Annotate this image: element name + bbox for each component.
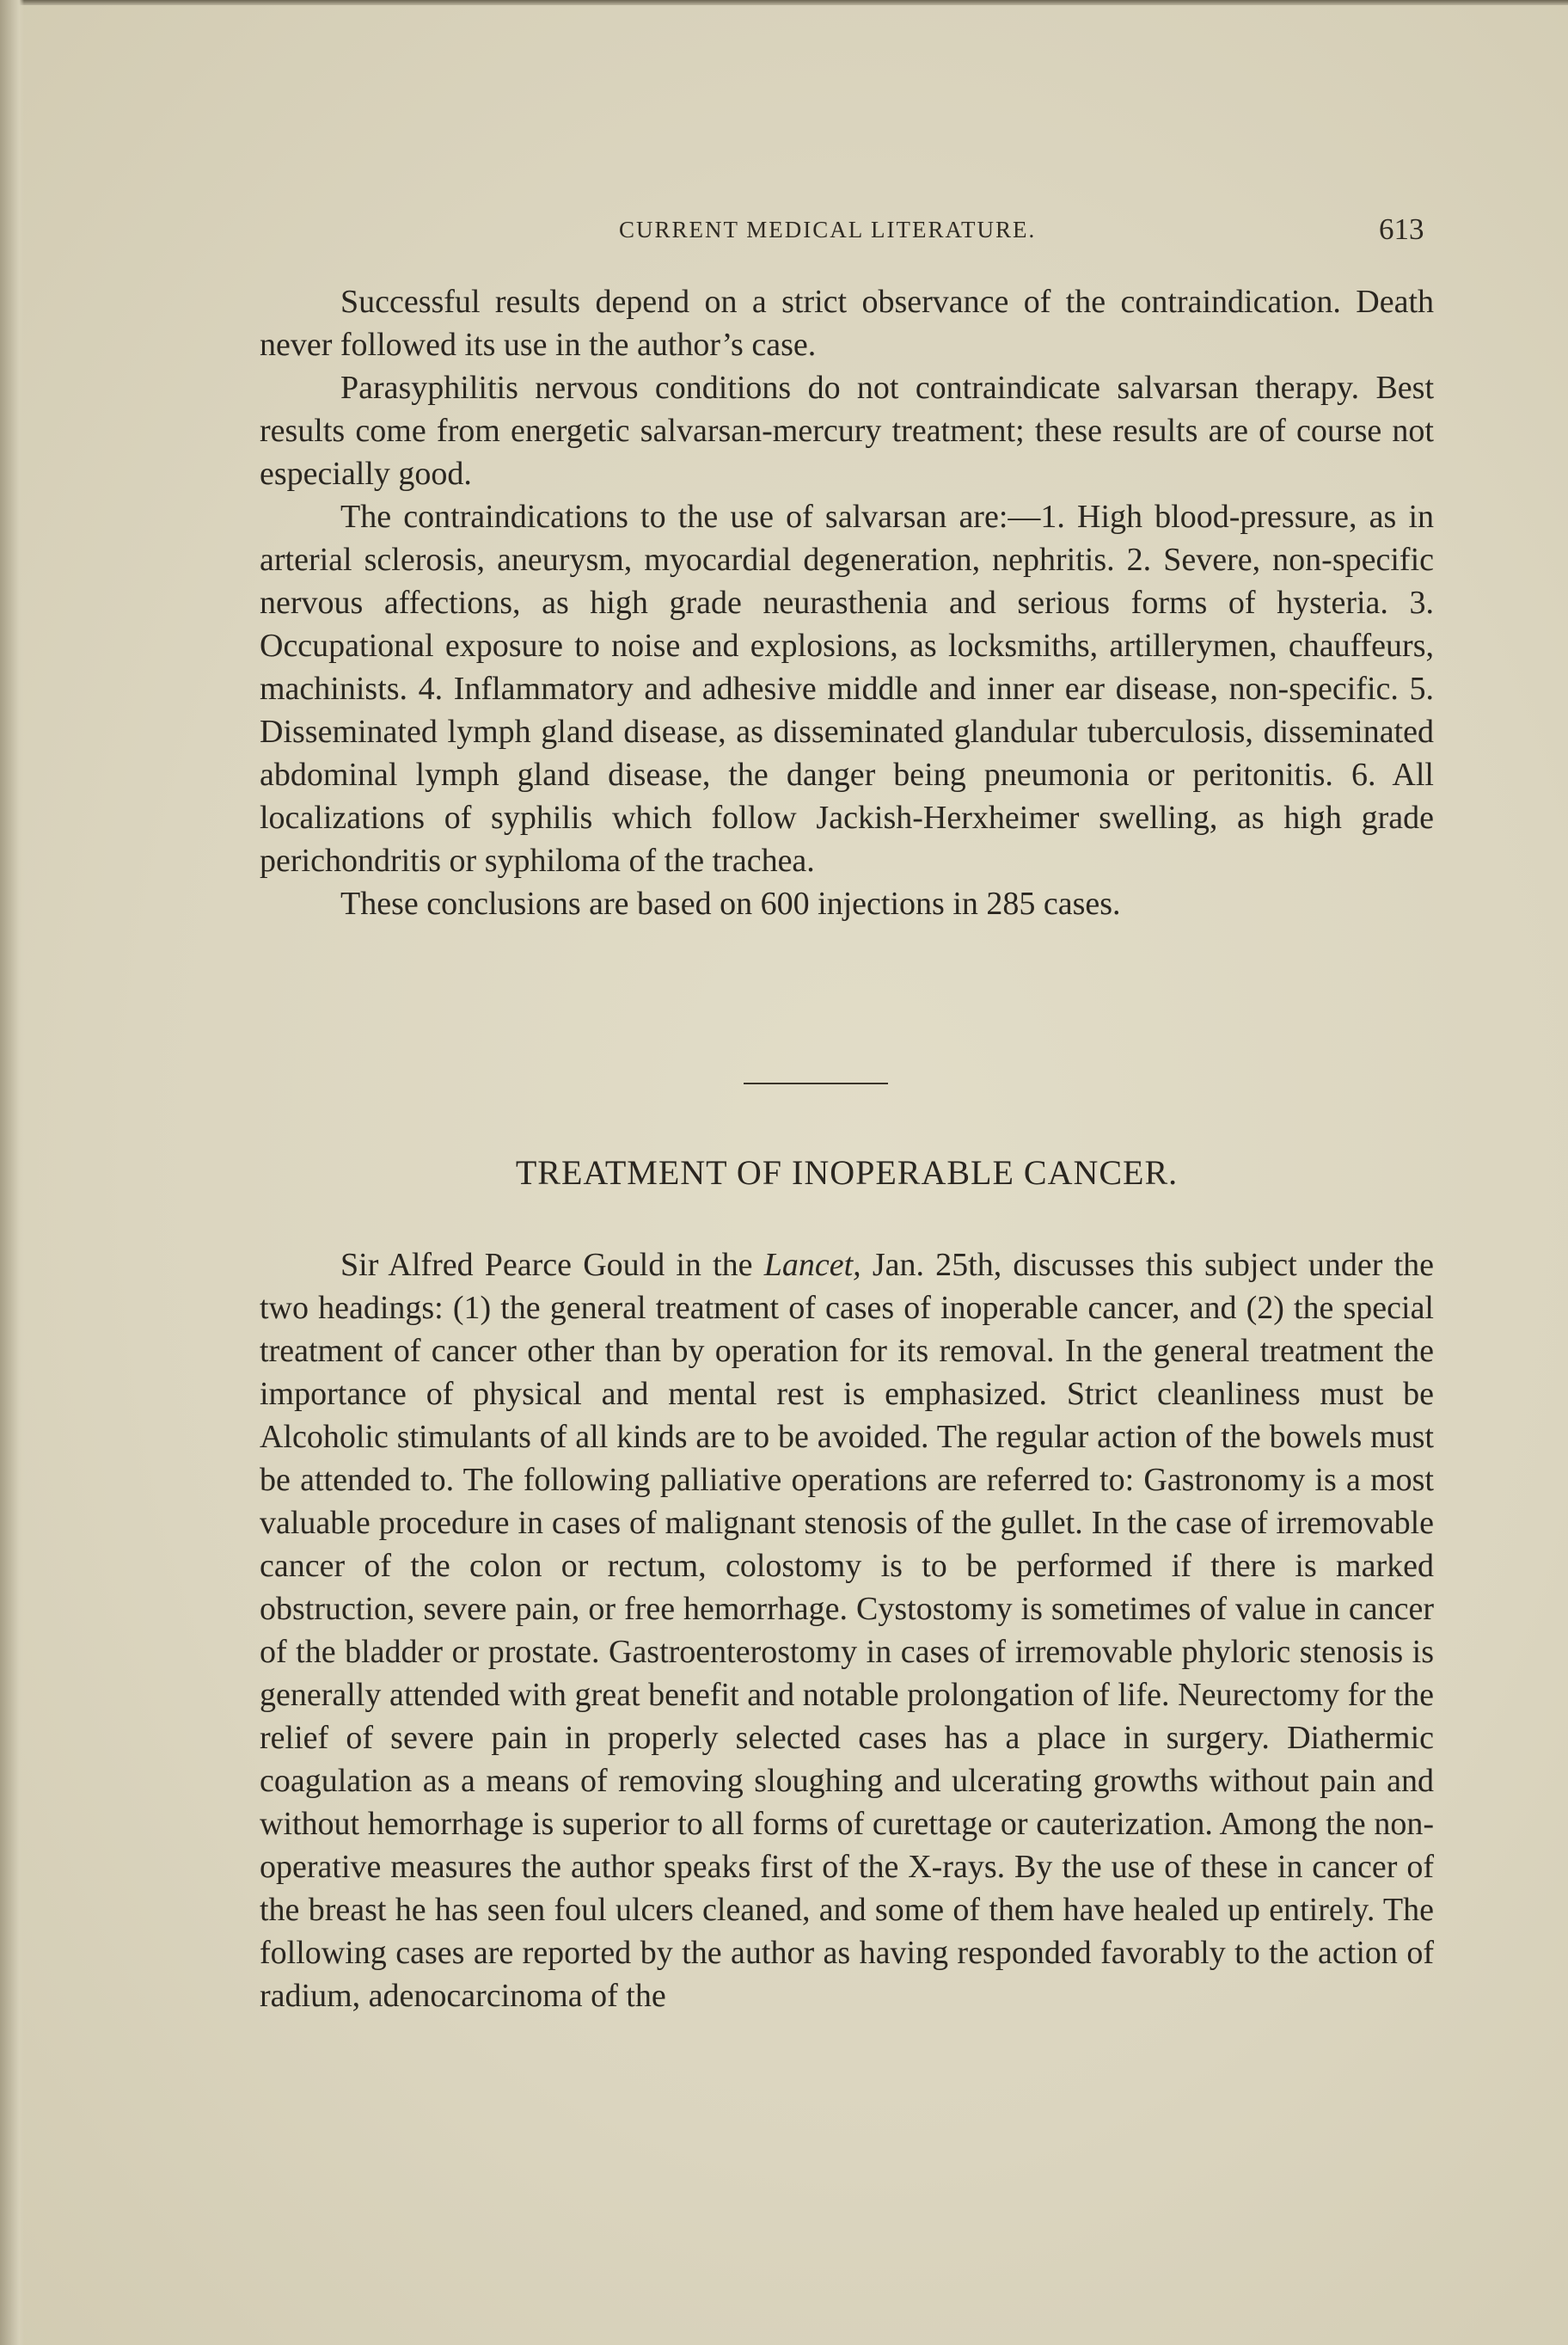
continued-article-text: [260, 280, 1434, 925]
paragraph: The contraindications to the use of salvarsan are:—1. High blood-pressure, as in arterial sclerosis, aneurysm, myocardial degeneration, nephritis. 2. Severe, non-specific nervous affections, as high grade neurasthenia and serious forms of hysteria. 3. Occupational exposure to noise and explosions, as locksmiths, artillerymen, chauffeurs, machinists. 4. Inflammatory and adhesive middle and inner ear disease, non-specific. 5. Disseminated lymph gland disease, as disseminated glandular tuberculosis, disseminated abdominal lymph gland disease, the danger being pneumonia or peritonitis. 6. All localizations of syphilis which follow Jackish-Herxheimer swelling, as high grade perichondritis or syphiloma of the trachea.: [260, 499, 1434, 879]
page-binding-shadow: [0, 0, 24, 2345]
page-number: 613: [1379, 212, 1424, 246]
page-top-edge: [0, 0, 1568, 5]
section-title: TREATMENT OF INOPERABLE CANCER.: [515, 1153, 1179, 1192]
intro-text: Sir Alfred Pearce Gould in the: [340, 1247, 764, 1283]
article-body: [260, 1243, 1434, 2017]
section-divider-rule: [744, 1083, 888, 1084]
journal-name: Lancet,: [763, 1247, 861, 1283]
paragraph: Parasyphilitis nervous conditions do not contraindicate salvarsan therapy. Best results come from energetic salvarsan-mercury treatment; these results are of course not especially good.: [260, 370, 1434, 492]
paragraph: [260, 1243, 1434, 2017]
running-head: CURRENT MEDICAL LITERATURE.: [619, 217, 1037, 242]
paragraph: These conclusions are based on 600 injections in 285 cases.: [340, 886, 1121, 922]
body-text: Jan. 25th, discusses this subject under the two headings: (1) the general treatment of cases of inoperable cancer, and (2) the special treatment of cancer other than by operation for its removal. In the general treatment the importance of physical and mental rest is emphasized. Strict cleanliness must be Alcoholic stimulants of all kinds are to be avoided. The regular action of the bowels must be attended to. The following palliative operations are referred to: Gastronomy is a most valuable procedure in cases of malignant stenosis of the gullet. In the case of irremovable cancer of the colon or rectum, colostomy is to be performed if there is marked obstruction, severe pain, or free hemorrhage. Cystostomy is sometimes of value in cancer of the bladder or prostate. Gastroenterostomy in cases of irremovable phyloric stenosis is generally attended with great benefit and notable prolongation of life. Neurectomy for the relief of severe pain in properly selected cases has a place in surgery. Diathermic coagulation as a means of removing sloughing and ulcerating growths without pain and without hemorrhage is superior to all forms of curettage or cauterization. Among the non-operative measures the author speaks first of the X-rays. By the use of these in cancer of the breast he has seen foul ulcers cleaned, and some of them have healed up entirely. The following cases are reported by the author as having responded favorably to the action of radium, adenocarcinoma of the: [260, 1247, 1434, 2014]
paragraph: Successful results depend on a strict observance of the contraindication. Death never followed its use in the author’s case.: [260, 284, 1434, 363]
